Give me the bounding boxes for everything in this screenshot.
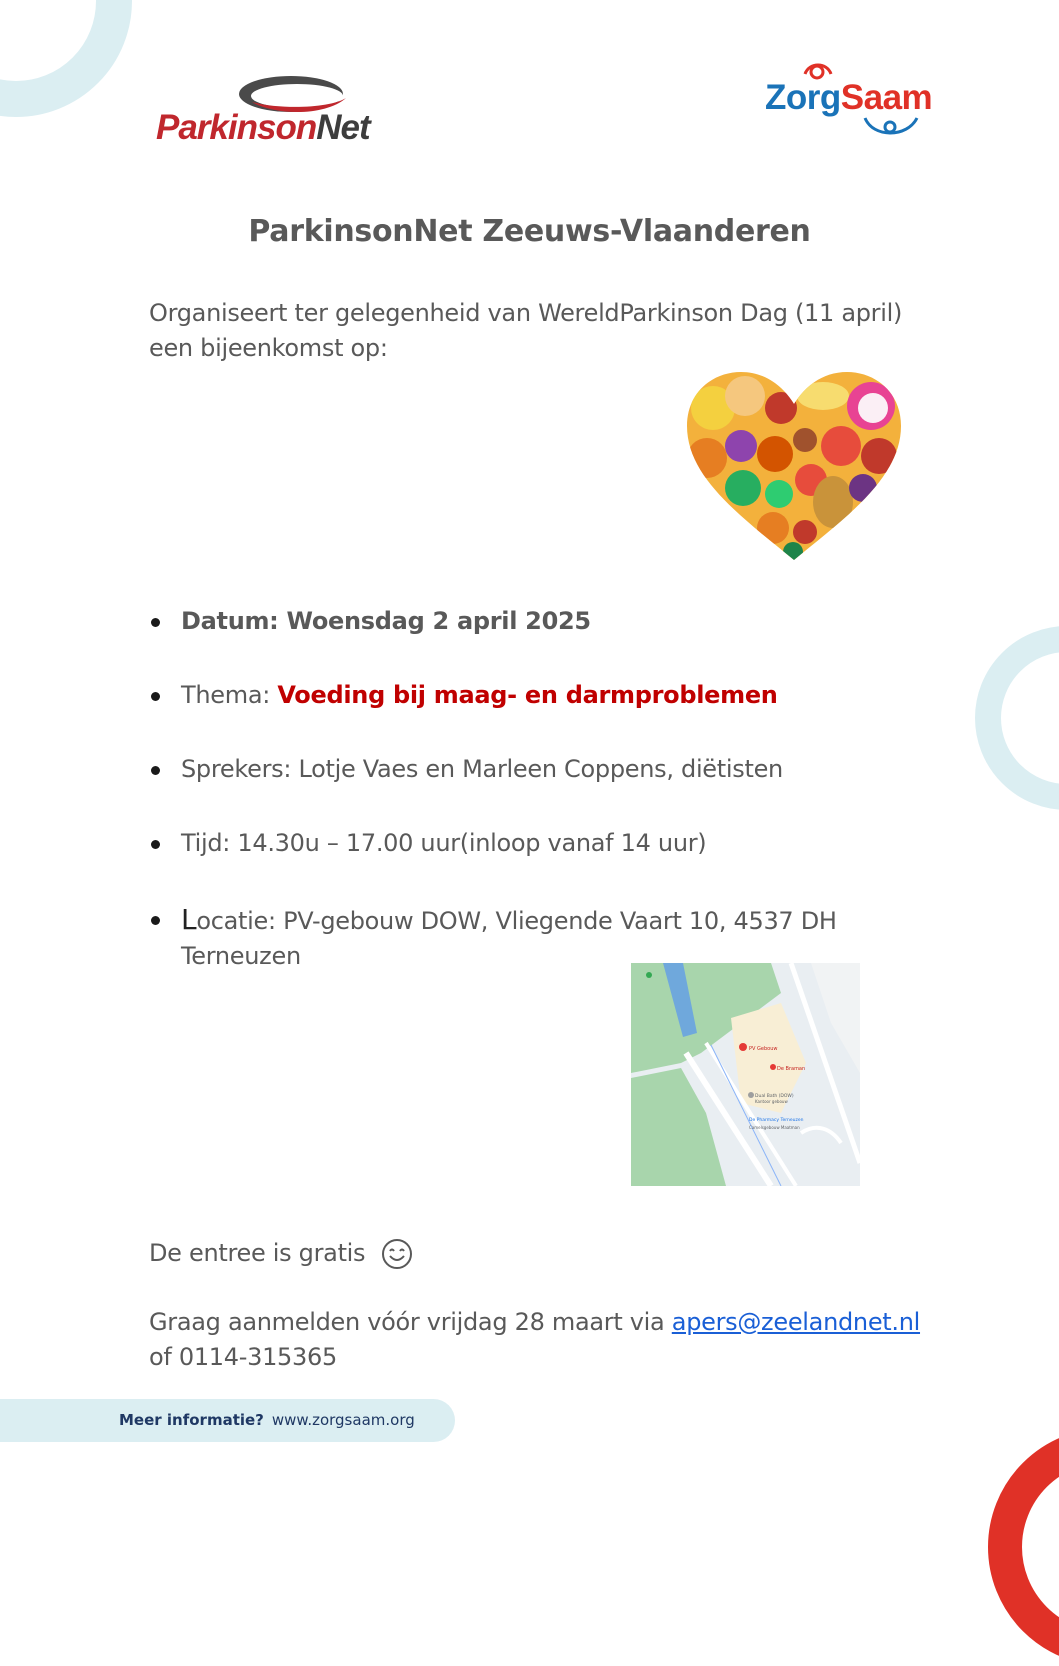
- smiley-icon: [381, 1238, 413, 1270]
- locatie-line-1: PV-gebouw DOW, Vliegende Vaart 10, 4537 DH: [283, 907, 837, 935]
- parkinsonnet-wordmark: ParkinsonNet: [156, 108, 370, 147]
- bullet-icon: [151, 916, 160, 925]
- bullet-icon: [151, 766, 160, 775]
- intro-line-1: Organiseert ter gelegenheid van WereldParkinson Dag (11 april): [149, 299, 903, 327]
- fruit-heart-image: [683, 368, 905, 568]
- map-pin-icon: [770, 1064, 776, 1070]
- list-item-tijd: [149, 826, 909, 861]
- map-pin-icon: [748, 1092, 754, 1098]
- signup-phone: of 0114-315365: [149, 1343, 337, 1371]
- decorative-arc-bottom-right: [988, 1428, 1059, 1666]
- locatie-first-letter: L: [181, 903, 197, 936]
- intro-line-2: een bijeenkomst op:: [149, 334, 388, 362]
- map-label-dual: Dual Bath (DOW): [755, 1094, 794, 1099]
- parkinsonnet-logo: [156, 72, 386, 152]
- bullet-icon: [151, 618, 160, 627]
- sprekers-text: Sprekers: Lotje Vaes en Marleen Coppens, diëtisten: [181, 755, 783, 783]
- intro-text: [149, 296, 929, 366]
- zorgsaam-wordmark: ZorgSaam: [765, 78, 933, 117]
- bullet-icon: [151, 692, 160, 701]
- locatie-line-2: Terneuzen: [181, 942, 301, 970]
- list-item-sprekers: [149, 752, 909, 787]
- map-label-apotheek-sub: Camelsgebouw Maatman: [749, 1125, 800, 1130]
- datum-text: Datum: Woensdag 2 april 2025: [181, 607, 591, 635]
- footer-url[interactable]: www.zorgsaam.org: [271, 1411, 415, 1429]
- footer-info: [119, 1409, 415, 1431]
- map-pin-icon: [646, 972, 652, 978]
- location-map[interactable]: [631, 963, 860, 1186]
- tijd-text: Tijd: 14.30u – 17.00 uur(inloop vanaf 14 uur): [181, 829, 707, 857]
- footer-label: Meer informatie?: [119, 1411, 264, 1429]
- thema-value: Voeding bij maag- en darmproblemen: [277, 681, 778, 709]
- bullet-icon: [151, 840, 160, 849]
- entree-label: De entree is gratis: [149, 1239, 366, 1267]
- zorgsaam-logo: [765, 62, 945, 140]
- signup-prefix: Graag aanmelden vóór vrijdag 28 maart via: [149, 1308, 672, 1336]
- map-label-apotheek: De Pharmacy Terneuzen: [749, 1118, 804, 1123]
- thema-label: Thema:: [181, 681, 278, 709]
- email-link[interactable]: apers@zeelandnet.nl: [671, 1308, 921, 1336]
- locatie-label: ocatie:: [196, 907, 276, 935]
- map-pin-icon: [739, 1043, 747, 1051]
- entree-text: [149, 1236, 413, 1271]
- page-title: ParkinsonNet Zeeuws-Vlaanderen: [248, 214, 811, 249]
- map-label-braman: De Braman: [777, 1066, 806, 1072]
- list-item-datum: [149, 604, 909, 639]
- decorative-arc-top-left: [0, 0, 132, 117]
- signup-text: [149, 1305, 939, 1375]
- decorative-ring-right: [975, 626, 1059, 810]
- map-label-dual-sub: Kantoor gebouw: [755, 1099, 788, 1104]
- map-label-pv: PV Gebouw: [749, 1046, 778, 1052]
- list-item-thema: [149, 678, 909, 713]
